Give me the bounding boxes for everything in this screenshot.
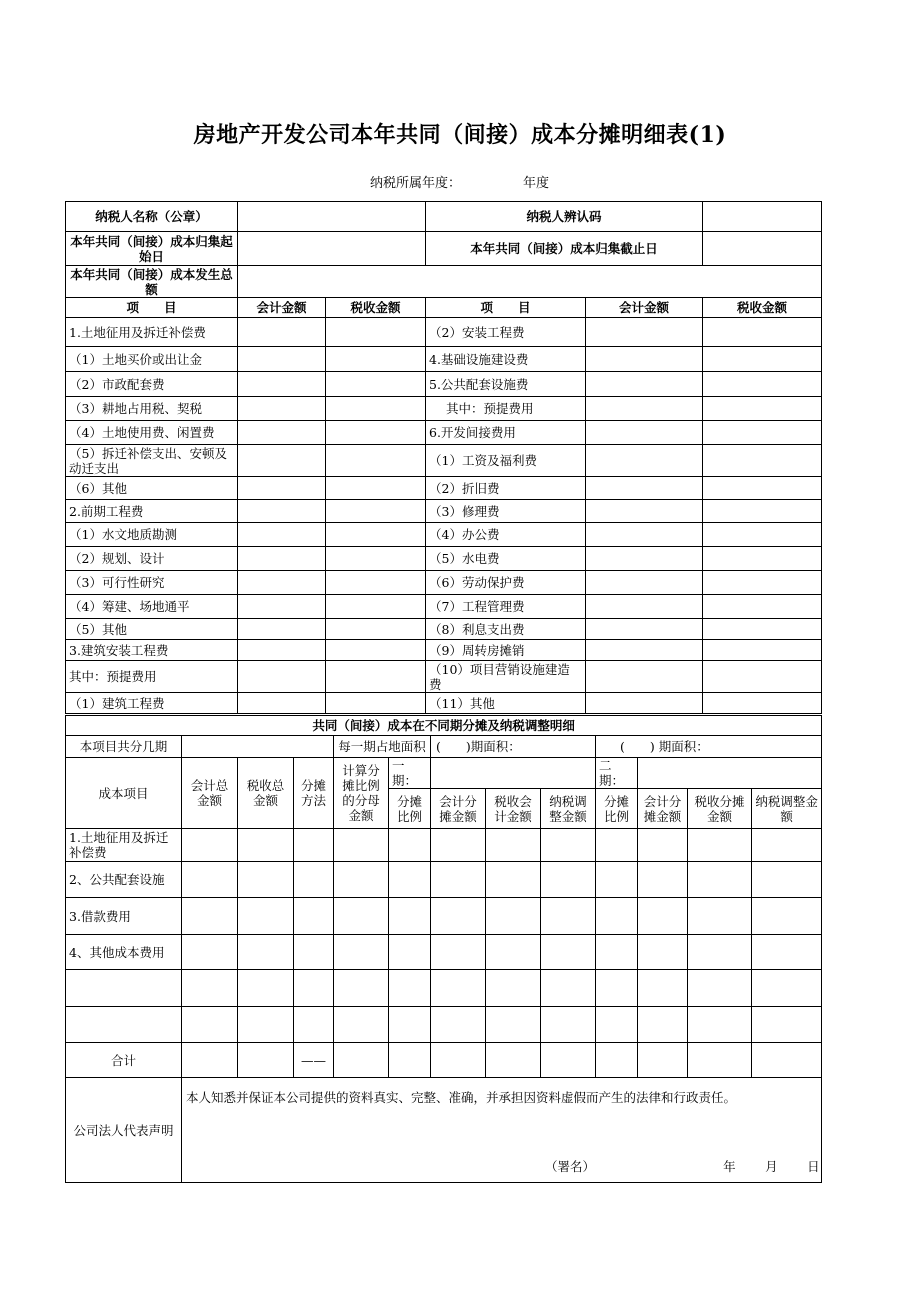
- cell[interactable]: [238, 523, 326, 547]
- tax-year-label: 纳税所属年度：: [370, 176, 462, 191]
- right-item: （2）折旧费: [426, 477, 586, 500]
- cell[interactable]: [238, 397, 326, 421]
- left-item: （4）筹建、场地通平: [66, 595, 238, 619]
- periods-field[interactable]: [182, 736, 334, 758]
- cell[interactable]: [586, 640, 703, 661]
- cell[interactable]: [238, 347, 326, 372]
- right-item: 5.公共配套设施费: [426, 372, 586, 397]
- start-date-field[interactable]: [238, 232, 426, 266]
- cell[interactable]: [586, 318, 703, 347]
- phase1-label: 一期：: [389, 758, 431, 789]
- tax-year-suffix: 年度: [523, 176, 550, 191]
- date-line: [723, 1159, 821, 1174]
- end-date-field[interactable]: [703, 232, 822, 266]
- col-acc-total: 会计总金额: [182, 758, 238, 829]
- area-label: 每一期占地面积: [334, 736, 431, 758]
- phase1-field[interactable]: [431, 758, 596, 789]
- start-date-label: 本年共同（间接）成本归集起始日: [66, 232, 238, 266]
- table-row: [66, 595, 822, 619]
- table-row: [66, 970, 822, 1007]
- cell[interactable]: [586, 397, 703, 421]
- col-cost-item: 成本项目: [66, 758, 182, 829]
- right-item: （1）工资及福利费: [426, 445, 586, 477]
- left-item: （1）水文地质勘测: [66, 523, 238, 547]
- table-row: [66, 421, 822, 445]
- tax-year-line: [370, 172, 549, 191]
- cell[interactable]: [586, 693, 703, 714]
- period-area-b: ( ) 期面积：: [596, 736, 822, 758]
- left-item: （5）其他: [66, 619, 238, 640]
- cost-item: 2、公共配套设施: [66, 862, 182, 898]
- date-year: 年: [723, 1159, 736, 1174]
- signature-label: （署名）: [545, 1159, 596, 1174]
- cell[interactable]: [238, 445, 326, 477]
- cell[interactable]: [586, 347, 703, 372]
- cell[interactable]: [326, 421, 426, 445]
- cell[interactable]: [326, 693, 426, 714]
- table-row: [66, 640, 822, 661]
- cost-detail-table: [65, 201, 822, 714]
- cell[interactable]: [238, 640, 326, 661]
- right-item: （10）项目营销设施建造费: [426, 661, 586, 693]
- right-item: （11）其他: [426, 693, 586, 714]
- cell[interactable]: [326, 619, 426, 640]
- table-row: [66, 445, 822, 477]
- cell[interactable]: [586, 445, 703, 477]
- col-denominator: 计算分摊比例的分母金额: [334, 758, 389, 829]
- left-item: 2.前期工程费: [66, 500, 238, 523]
- cell[interactable]: [586, 477, 703, 500]
- left-item: （4）土地使用费、闲置费: [66, 421, 238, 445]
- col-tax-alloc-2: 税收分摊金额: [688, 789, 752, 829]
- col-tax-acc-1: 税收会计金额: [486, 789, 541, 829]
- phase2-label: 二期：: [596, 758, 638, 789]
- cell[interactable]: [238, 500, 326, 523]
- left-item: （6）其他: [66, 477, 238, 500]
- col-accounting-left: 会计金额: [238, 298, 326, 318]
- declaration-cell: [182, 1078, 822, 1183]
- cell[interactable]: [703, 571, 822, 595]
- phase-allocation-table: [65, 715, 822, 1183]
- cell[interactable]: [326, 571, 426, 595]
- col-item-right: 项 目: [426, 298, 586, 318]
- right-item: （9）周转房摊销: [426, 640, 586, 661]
- table-row: [66, 477, 822, 500]
- cell[interactable]: [703, 500, 822, 523]
- cell[interactable]: [326, 372, 426, 397]
- phase2-field[interactable]: [638, 758, 822, 789]
- table-row: [66, 523, 822, 547]
- right-item: 6.开发间接费用: [426, 421, 586, 445]
- cell[interactable]: [586, 523, 703, 547]
- cell[interactable]: [586, 595, 703, 619]
- cell[interactable]: [703, 421, 822, 445]
- cell[interactable]: [326, 397, 426, 421]
- cell[interactable]: [326, 500, 426, 523]
- table-row: [66, 661, 822, 693]
- cell[interactable]: [703, 372, 822, 397]
- cell[interactable]: [586, 571, 703, 595]
- table-row: [66, 935, 822, 970]
- cell[interactable]: [703, 397, 822, 421]
- col-tax-adj-1: 纳税调整金额: [541, 789, 596, 829]
- col-acc-alloc-2: 会计分摊金额: [638, 789, 688, 829]
- cell[interactable]: [238, 421, 326, 445]
- cell[interactable]: [326, 477, 426, 500]
- table-row: [66, 898, 822, 935]
- right-item: （4）办公费: [426, 523, 586, 547]
- right-item: （8）利息支出费: [426, 619, 586, 640]
- table-row: [66, 619, 822, 640]
- cell[interactable]: [238, 318, 326, 347]
- date-month: 月: [765, 1159, 778, 1174]
- cell[interactable]: [703, 445, 822, 477]
- table-row: [66, 347, 822, 372]
- cell[interactable]: [238, 595, 326, 619]
- cell[interactable]: [703, 640, 822, 661]
- cell[interactable]: [238, 661, 326, 693]
- cell[interactable]: [586, 619, 703, 640]
- cell[interactable]: [586, 661, 703, 693]
- right-item: （3）修理费: [426, 500, 586, 523]
- periods-label: 本项目共分几期: [66, 736, 182, 758]
- date-day: 日: [807, 1159, 820, 1174]
- page-title: 房地产开发公司本年共同（间接）成本分摊明细表(1): [193, 122, 727, 148]
- right-item: 其中：预提费用: [426, 397, 586, 421]
- declaration-label: 公司法人代表声明: [66, 1078, 182, 1183]
- col-tax-right: 税收金额: [703, 298, 822, 318]
- table-row: [66, 547, 822, 571]
- section2-title: 共同（间接）成本在不同期分摊及纳税调整明细: [66, 716, 822, 736]
- col-tax-adj-2: 纳税调整金额: [752, 789, 822, 829]
- total-row: [66, 1043, 822, 1078]
- table-row: [66, 829, 822, 862]
- cell[interactable]: [586, 372, 703, 397]
- table-row: [66, 500, 822, 523]
- left-item: （2）市政配套费: [66, 372, 238, 397]
- total-label: 合计: [66, 1043, 182, 1078]
- right-item: （5）水电费: [426, 547, 586, 571]
- cell[interactable]: [326, 445, 426, 477]
- taxpayer-id-label: 纳税人辨认码: [426, 202, 703, 232]
- col-tax-left: 税收金额: [326, 298, 426, 318]
- cell[interactable]: [703, 347, 822, 372]
- method-dash: ——: [294, 1043, 334, 1078]
- cell[interactable]: [326, 523, 426, 547]
- cell[interactable]: [326, 347, 426, 372]
- left-item: （1）建筑工程费: [66, 693, 238, 714]
- left-item: 3.建筑安装工程费: [66, 640, 238, 661]
- cost-item: 1.土地征用及拆迁补偿费: [66, 829, 182, 862]
- taxpayer-name-label: 纳税人名称（公章）: [66, 202, 238, 232]
- cell[interactable]: [238, 571, 326, 595]
- left-item: 1.土地征用及拆迁补偿费: [66, 318, 238, 347]
- left-item: 其中：预提费用: [66, 661, 238, 693]
- cost-item: 3.借款费用: [66, 898, 182, 935]
- cell[interactable]: [326, 661, 426, 693]
- cell[interactable]: [586, 500, 703, 523]
- cell[interactable]: [326, 318, 426, 347]
- total-cost-label: 本年共同（间接）成本发生总额: [66, 266, 238, 298]
- cell[interactable]: [703, 595, 822, 619]
- cell[interactable]: [238, 619, 326, 640]
- cell[interactable]: [238, 477, 326, 500]
- table-row: [66, 372, 822, 397]
- table-row: [66, 318, 822, 347]
- left-item: （2）规划、设计: [66, 547, 238, 571]
- end-date-label: 本年共同（间接）成本归集截止日: [426, 232, 703, 266]
- col-tax-total: 税收总金额: [238, 758, 294, 829]
- right-item: （7）工程管理费: [426, 595, 586, 619]
- cell[interactable]: [703, 477, 822, 500]
- col-item-left: 项 目: [66, 298, 238, 318]
- cell[interactable]: [703, 661, 822, 693]
- table-row: [66, 862, 822, 898]
- col-ratio-2: 分摊比例: [596, 789, 638, 829]
- col-acc-alloc-1: 会计分摊金额: [431, 789, 486, 829]
- table-row: [66, 1007, 822, 1043]
- period-area-a: ( )期面积：: [431, 736, 596, 758]
- cell[interactable]: [238, 547, 326, 571]
- table-row: [66, 571, 822, 595]
- cell[interactable]: [703, 523, 822, 547]
- table-row: [66, 693, 822, 714]
- cost-item: 4、其他成本费用: [66, 935, 182, 970]
- cell[interactable]: [703, 619, 822, 640]
- col-method: 分摊方法: [294, 758, 334, 829]
- cell[interactable]: [238, 693, 326, 714]
- cell[interactable]: [326, 595, 426, 619]
- taxpayer-name-field[interactable]: [238, 202, 426, 232]
- cell[interactable]: [586, 547, 703, 571]
- left-item: （3）耕地占用税、契税: [66, 397, 238, 421]
- col-accounting-right: 会计金额: [586, 298, 703, 318]
- table-row: [66, 397, 822, 421]
- cell[interactable]: [703, 318, 822, 347]
- left-item: （1）土地买价或出让金: [66, 347, 238, 372]
- declaration-text: 本人知悉并保证本公司提供的资料真实、完整、准确，并承担因资料虚假而产生的法律和行政责任。: [186, 1090, 737, 1105]
- right-item: （2）安装工程费: [426, 318, 586, 347]
- right-item: 4.基础设施建设费: [426, 347, 586, 372]
- left-item: （3）可行性研究: [66, 571, 238, 595]
- cell[interactable]: [326, 547, 426, 571]
- taxpayer-id-field[interactable]: [703, 202, 822, 232]
- right-item: （6）劳动保护费: [426, 571, 586, 595]
- cell[interactable]: [703, 547, 822, 571]
- total-cost-field[interactable]: [238, 266, 822, 298]
- cell[interactable]: [238, 372, 326, 397]
- cell[interactable]: [586, 421, 703, 445]
- col-ratio-1: 分摊比例: [389, 789, 431, 829]
- cell[interactable]: [326, 640, 426, 661]
- cell[interactable]: [703, 693, 822, 714]
- left-item: （5）拆迁补偿支出、安顿及动迁支出: [66, 445, 238, 477]
